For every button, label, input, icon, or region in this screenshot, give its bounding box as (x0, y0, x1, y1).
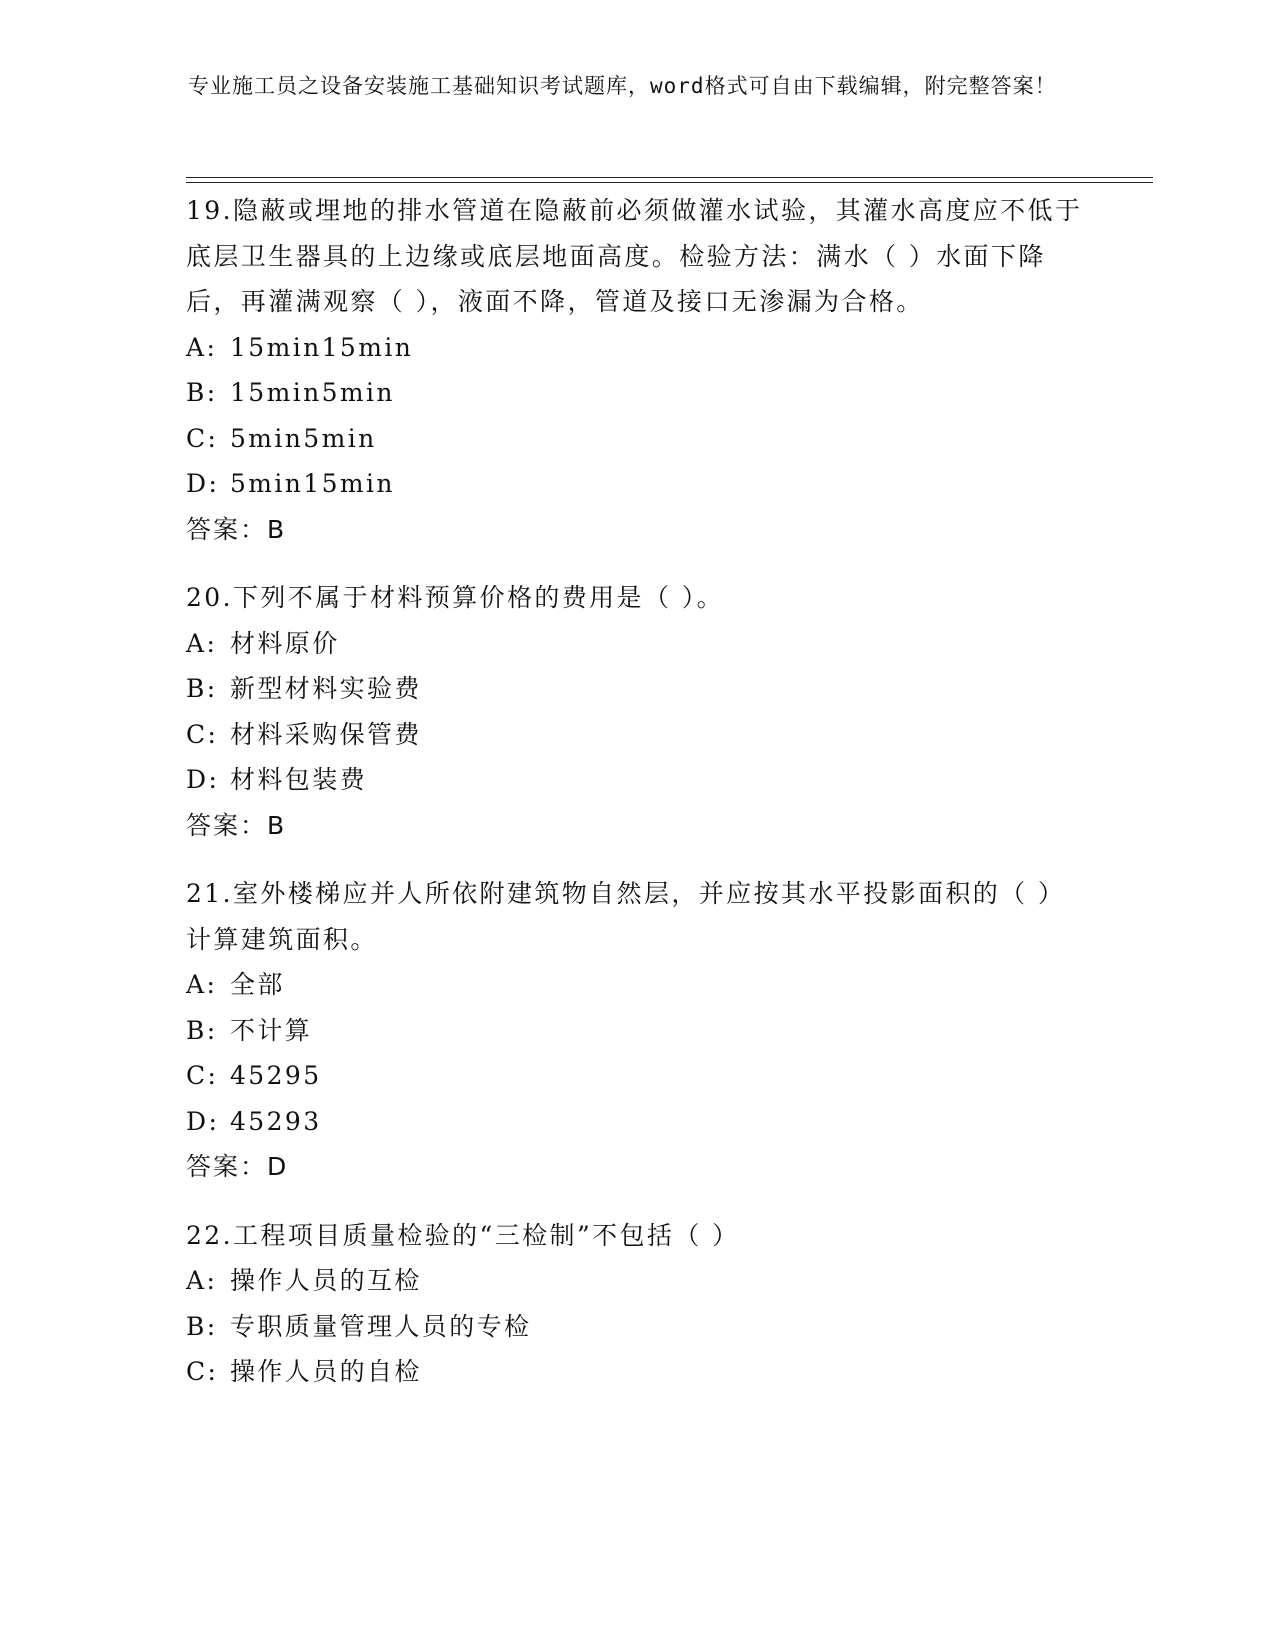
option-text: 5min15min (230, 469, 395, 498)
answer-line: 答案：B (186, 810, 287, 840)
option-b (186, 666, 1086, 712)
option-c (186, 712, 1086, 758)
answer-line: 答案：D (186, 1152, 289, 1181)
option-d (186, 1099, 1086, 1145)
option-a (186, 325, 1086, 371)
question-stem: 19.隐蔽或埋地的排水管道在隐蔽前必须做灌水试验，其灌水高度应不低于底层卫生器具的上边缘或底层地面高度。检验方法：满水（ ）水面下降后，再灌满观察（ ），液面不降，管道及接口无渗漏为合格。 (186, 196, 1083, 316)
option-text: 不计算 (230, 1015, 313, 1045)
option-letter: A: (186, 970, 218, 999)
option-letter: A: (186, 628, 218, 658)
question-stem: 20.下列不属于材料预算价格的费用是（ ）。 (186, 583, 725, 612)
option-text: 操作人员的自检 (230, 1357, 422, 1386)
option-a (186, 962, 1086, 1008)
option-text: 15min5min (230, 378, 395, 407)
option-b (186, 1304, 1086, 1350)
option-text: 操作人员的互检 (230, 1266, 422, 1295)
option-text: 45295 (230, 1061, 322, 1090)
option-letter: D: (186, 1106, 220, 1136)
question-19 (186, 188, 1086, 552)
question-list (186, 188, 1086, 1418)
option-d (186, 757, 1086, 803)
option-letter: A: (186, 332, 218, 362)
option-letter: C: (186, 719, 219, 749)
option-letter: B: (186, 1311, 218, 1341)
option-letter: C: (186, 1061, 219, 1090)
option-letter: B: (186, 378, 218, 407)
option-letter: D: (186, 765, 220, 794)
option-text: 材料包装费 (230, 765, 368, 794)
option-b (186, 370, 1086, 416)
option-c (186, 1053, 1086, 1099)
option-c (186, 416, 1086, 462)
option-letter: B: (186, 674, 218, 703)
question-stem: 21.室外楼梯应并人所依附建筑物自然层，并应按其水平投影面积的（ ）计算建筑面积。 (186, 879, 1066, 954)
option-text: 材料原价 (230, 628, 340, 658)
option-text: 材料采购保管费 (230, 719, 422, 749)
option-d (186, 461, 1086, 507)
option-text: 新型材料实验费 (230, 674, 422, 703)
option-text: 5min5min (230, 423, 377, 453)
option-text: 专职质量管理人员的专检 (230, 1311, 532, 1341)
option-a (186, 621, 1086, 667)
option-a (186, 1258, 1086, 1304)
page-header: 专业施工员之设备安装施工基础知识考试题库，word格式可自由下载编辑，附完整答案！ (188, 74, 1057, 98)
question-22 (186, 1213, 1086, 1395)
option-letter: D: (186, 469, 220, 498)
option-letter: A: (186, 1266, 218, 1295)
option-letter: B: (186, 1015, 218, 1045)
header-double-rule (186, 177, 1153, 183)
option-letter: C: (186, 423, 219, 453)
option-text: 15min15min (230, 332, 414, 362)
question-stem: 22.工程项目质量检验的“三检制”不包括（ ） (186, 1220, 740, 1250)
question-21 (186, 871, 1086, 1190)
answer-line: 答案：B (186, 514, 287, 544)
option-c (186, 1349, 1086, 1395)
option-letter: C: (186, 1357, 219, 1386)
option-text: 45293 (230, 1106, 322, 1136)
option-b (186, 1008, 1086, 1054)
option-text: 全部 (230, 970, 285, 999)
question-20 (186, 575, 1086, 848)
